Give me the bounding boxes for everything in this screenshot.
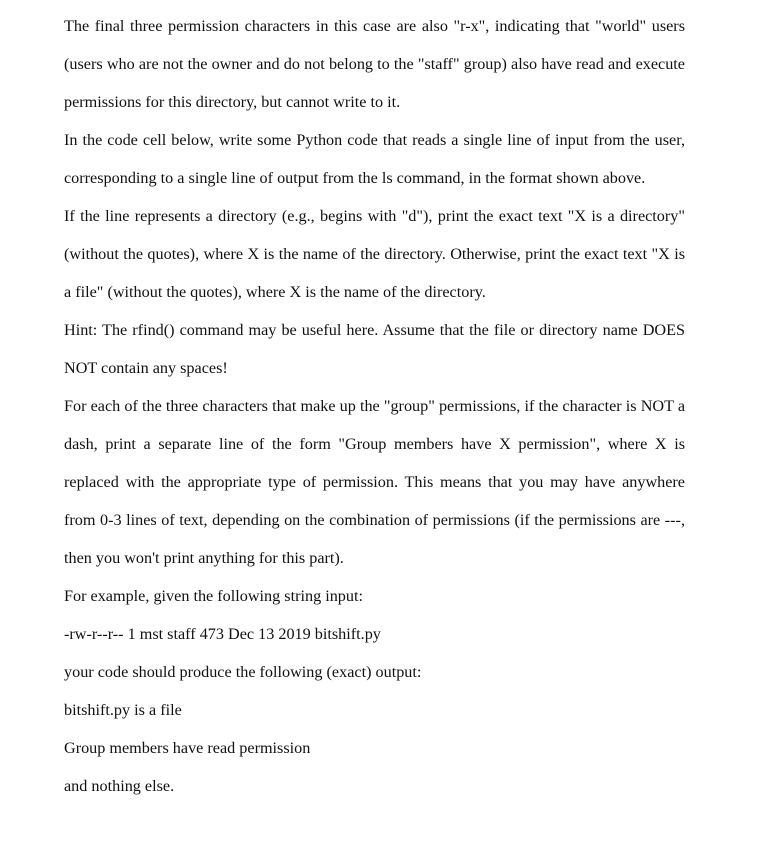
paragraph-task-intro: In the code cell below, write some Python code that reads a single line of input from the user, corresponding to a single line of output from the ls command, in the format shown above. <box>64 131 685 187</box>
example-input-line: -rw-r--r-- 1 mst staff 473 Dec 13 2019 bitshift.py <box>64 625 381 643</box>
example-output-line-1: bitshift.py is a file <box>64 701 182 719</box>
paragraph-closing: and nothing else. <box>64 777 175 795</box>
paragraph-directory-rule: If the line represents a directory (e.g., begins with "d"), print the exact text "X is a directory" (without the quotes), where X is the name of the directory. Otherwise, print the exact text "X is a file" (without the quotes), where X is the name of the directory. <box>64 207 685 301</box>
paragraph-hint: Hint: The rfind() command may be useful here. Assume that the file or directory name DOES NOT contain any spaces! <box>64 321 685 377</box>
paragraph-output-intro: your code should produce the following (exact) output: <box>64 663 422 681</box>
example-output-line-2: Group members have read permission <box>64 739 311 757</box>
paragraph-group-permissions: For each of the three characters that make up the "group" permissions, if the character is NOT a dash, print a separate line of the form "Group members have X permission", where X is replaced with the appropriate type of permission. This means that you may have anywhere from 0-3 lines of text, depending on the combination of permissions (if the permissions are ---, then you won't print anything for this part). <box>64 397 685 567</box>
document-body <box>64 7 685 805</box>
paragraph-world-permissions: The final three permission characters in this case are also "r-x", indicating that "world" users (users who are not the owner and do not belong to the "staff" group) also have read and execute permissions for this directory, but cannot write to it. <box>64 17 685 111</box>
paragraph-example-intro: For example, given the following string input: <box>64 587 363 605</box>
